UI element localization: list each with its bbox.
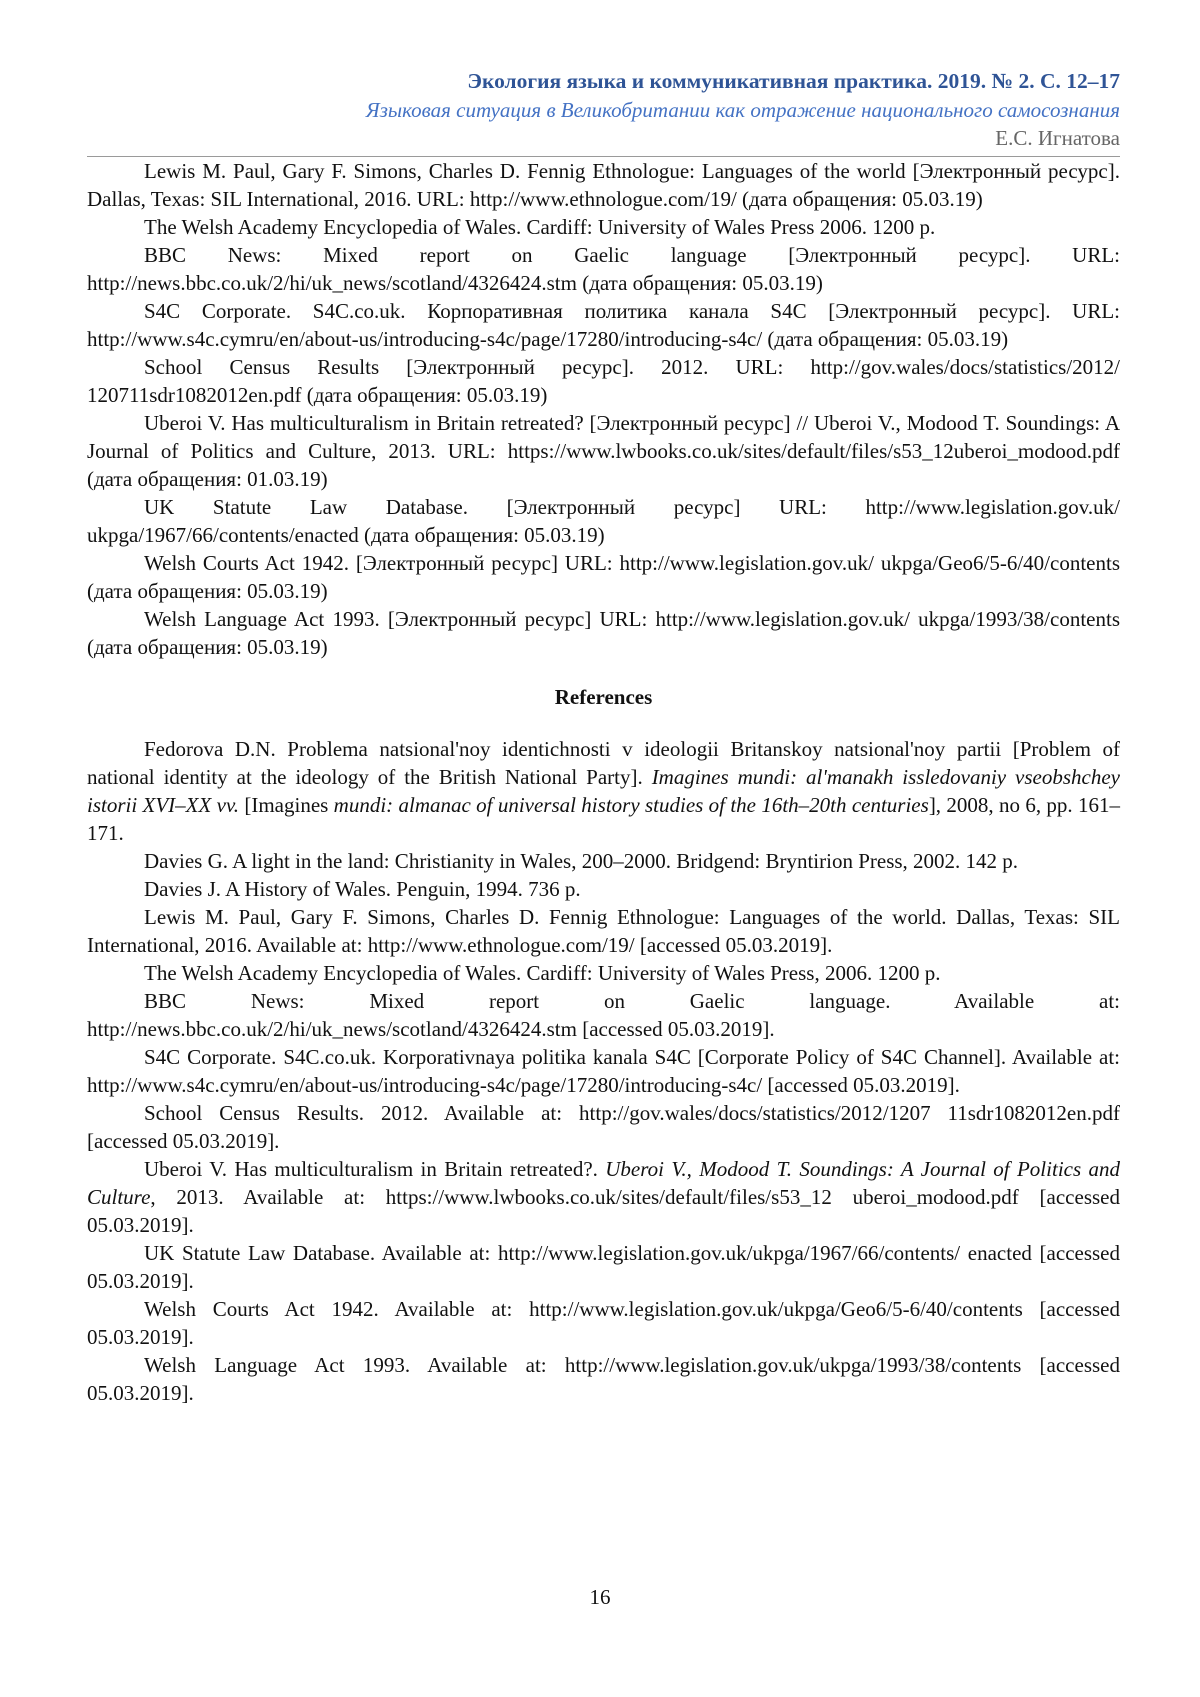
reference-entry: School Census Results. 2012. Available at: http://gov.wales/docs/statistics/2012/1207 11sdr1082012en.pdf [accessed 05.03.2019]. (87, 1101, 1120, 1153)
reference-entry: BBC News: Mixed report on Gaelic language [Электронный ресурс]. URL: http://news.bbc.co.uk/2/hi/uk_news/scotland/4326424.stm (дата обращения: 05.03.19) (87, 243, 1120, 295)
english-reference-list (87, 735, 1120, 1407)
article-title: Языковая ситуация в Великобритании как отражение национального самосознания (365, 98, 1120, 122)
reference-entry: Davies J. A History of Wales. Penguin, 1994. 736 p. (144, 877, 581, 901)
italic-title: Imagines mundi: al'manakh issledovaniy vseobshchey istorii XVI–XX vv. (87, 765, 1120, 817)
reference-entry: Davies G. A light in the land: Christianity in Wales, 200–2000. Bridgend: Bryntirion Press, 2002. 142 p. (144, 849, 1019, 873)
reference-entry: Uberoi V. Has multiculturalism in Britain retreated?. Uberoi V., Modood T. Soundings: A Journal of Politics and Culture, 2013. Available at: https://www.lwbooks.co.uk/sites/default/files/s53_12 uberoi_modood.pdf [accessed 05.03.2019]. (87, 1157, 1120, 1237)
reference-entry: Welsh Courts Act 1942. [Электронный ресурс] URL: http://www.legislation.gov.uk/ ukpga/Geo6/5-6/40/contents (дата обращения: 05.03.19) (87, 551, 1120, 603)
page (87, 66, 1120, 1407)
running-header (87, 66, 1120, 152)
reference-entry: Lewis M. Paul, Gary F. Simons, Charles D. Fennig Ethnologue: Languages of the world. Dallas, Texas: SIL International, 2016. Available at: http://www.ethnologue.com/19/ [accessed 05.03.2019]. (87, 905, 1120, 957)
reference-entry: S4C Corporate. S4C.co.uk. Корпоративная политика канала S4C [Электронный ресурс]. URL: http://www.s4c.cymru/en/about-us/introducing-s4c/page/17280/introducing-s4c/ (дата обращения: 05.03.19) (87, 299, 1120, 351)
reference-entry: BBC News: Mixed report on Gaelic language. Available at: http://news.bbc.co.uk/2/hi/uk_news/scotland/4326424.stm [accessed 05.03.2019]. (87, 989, 1120, 1041)
russian-reference-list (87, 157, 1120, 661)
reference-entry: S4C Corporate. S4C.co.uk. Korporativnaya politika kanala S4C [Corporate Policy of S4C Channel]. Available at: http://www.s4c.cymru/en/about-us/introducing-s4c/page/17280/introducing-s4c/ [accessed 05.03.2019]. (87, 1045, 1120, 1097)
reference-entry: Welsh Language Act 1993. [Электронный ресурс] URL: http://www.legislation.gov.uk/ ukpga/1993/38/contents (дата обращения: 05.03.19) (87, 607, 1120, 659)
reference-entry: Welsh Courts Act 1942. Available at: http://www.legislation.gov.uk/ukpga/Geo6/5-6/40/contents [accessed 05.03.2019]. (87, 1297, 1120, 1349)
reference-entry: School Census Results [Электронный ресурс]. 2012. URL: http://gov.wales/docs/statistics/2012/ 120711sdr1082012en.pdf (дата обращения: 05.03.19) (87, 355, 1120, 407)
reference-entry: UK Statute Law Database. [Электронный ресурс] URL: http://www.legislation.gov.uk/ ukpga/1967/66/contents/enacted (дата обращения: 05.03.19) (87, 495, 1120, 547)
reference-entry: Uberoi V. Has multiculturalism in Britain retreated? [Электронный ресурс] // Uberoi V., Modood T. Soundings: A Journal of Politics and Culture, 2013. URL: https://www.lwbooks.co.uk/sites/default/files/s53_12uberoi_modood.pdf (дата обращения: 01.03.19) (87, 411, 1120, 491)
italic-title: mundi: almanac of universal history studies of the 16th–20th centuries (333, 793, 929, 817)
reference-entry: UK Statute Law Database. Available at: http://www.legislation.gov.uk/ukpga/1967/66/contents/ enacted [accessed 05.03.2019]. (87, 1241, 1120, 1293)
author-name: Е.С. Игнатова (995, 126, 1120, 150)
reference-entry: The Welsh Academy Encyclopedia of Wales. Cardiff: University of Wales Press 2006. 1200 p. (144, 215, 936, 239)
page-number: 16 (589, 1585, 611, 1609)
reference-entry: The Welsh Academy Encyclopedia of Wales. Cardiff: University of Wales Press, 2006. 1200 p. (144, 961, 941, 985)
reference-entry: Fedorova D.N. Problema natsional'noy identichnosti v ideologii Britanskoy natsional'noy partii [Problem of national identity at the ideology of the British National Party]. Imagines mundi: al'manakh issledovaniy vseobshchey istorii XVI–XX vv. [Imagines mundi: almanac of universal history studies of the 16th–20th centuries], 2008, no 6, pp. 161–171. (87, 737, 1120, 845)
references-heading: References (554, 685, 653, 709)
italic-title: Uberoi V., Modood T. Soundings: A Journal of Politics and Culture (87, 1157, 1120, 1209)
reference-entry: Welsh Language Act 1993. Available at: http://www.legislation.gov.uk/ukpga/1993/38/contents [accessed 05.03.2019]. (87, 1353, 1120, 1405)
journal-title: Экология языка и коммуникативная практика. 2019. № 2. С. 12–17 (467, 69, 1120, 93)
reference-entry: Lewis M. Paul, Gary F. Simons, Charles D. Fennig Ethnologue: Languages of the world [Электронный ресурс]. Dallas, Texas: SIL International, 2016. URL: http://www.ethnologue.com/19/ (дата обращения: 05.03.19) (87, 159, 1120, 211)
